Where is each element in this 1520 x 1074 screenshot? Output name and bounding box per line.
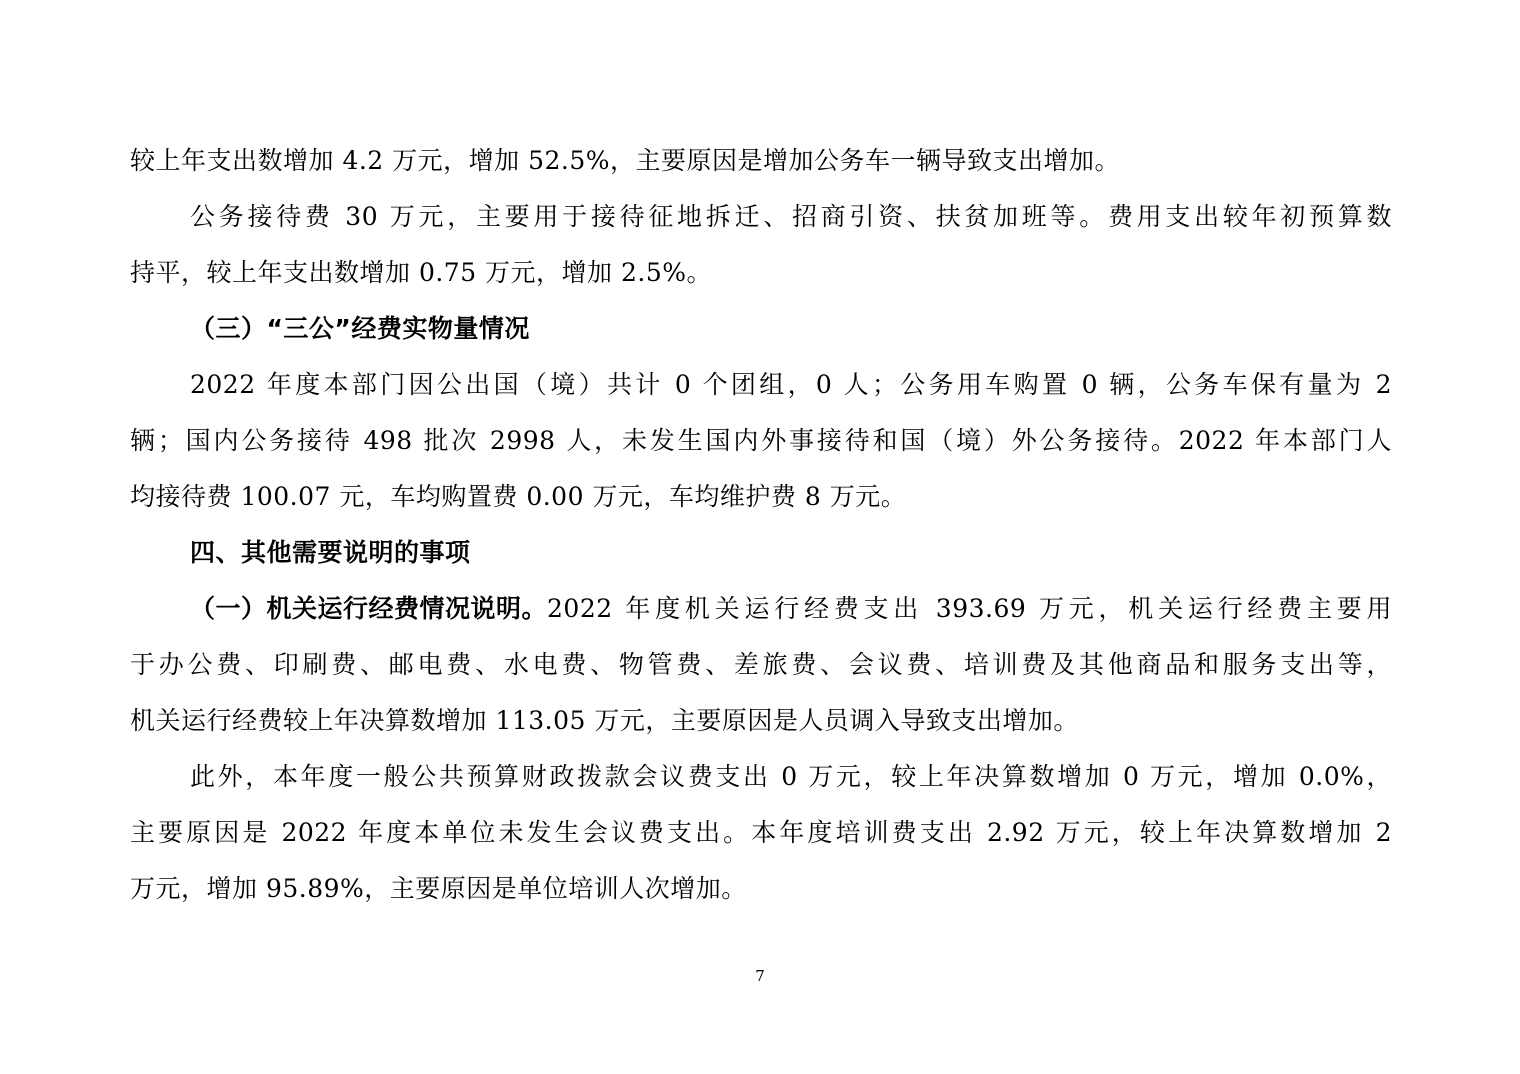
paragraph-line-6: 均接待费 100.07 元，车均购置费 0.00 万元，车均维护费 8 万元。 bbox=[130, 482, 907, 511]
page-number: 7 bbox=[755, 967, 765, 985]
paragraph-line-2: 公务接待费 30 万元，主要用于接待征地拆迁、招商引资、扶贫加班等。费用支出较年初预算数 bbox=[190, 202, 1392, 231]
operating-expenses-text: 2022 年度机关运行经费支出 393.69 万元，机关运行经费主要用 bbox=[547, 594, 1392, 623]
paragraph-line-9: 机关运行经费较上年决算数增加 113.05 万元，主要原因是人员调入导致支出增加。 bbox=[130, 706, 1079, 735]
paragraph-line-4: 2022 年度本部门因公出国（境）共计 0 个团组，0 人；公务用车购置 0 辆，公务车保有量为 2 bbox=[190, 370, 1392, 399]
paragraph-line-11: 主要原因是 2022 年度本单位未发生会议费支出。本年度培训费支出 2.92 万元，较上年决算数增加 2 bbox=[130, 818, 1392, 847]
paragraph-line-8: 于办公费、印刷费、邮电费、水电费、物管费、差旅费、会议费、培训费及其他商品和服务支出等， bbox=[130, 650, 1392, 679]
paragraph-line-10: 此外，本年度一般公共预算财政拨款会议费支出 0 万元，较上年决算数增加 0 万元，增加 0.0%， bbox=[190, 762, 1392, 791]
paragraph-line-1: 较上年支出数增加 4.2 万元，增加 52.5%，主要原因是增加公务车一辆导致支出增加。 bbox=[130, 146, 1121, 175]
paragraph-line-7 bbox=[190, 594, 1392, 624]
paragraph-line-5: 辆；国内公务接待 498 批次 2998 人，未发生国内外事接待和国（境）外公务接待。2022 年本部门人 bbox=[130, 426, 1392, 455]
section-heading-three-public: （三）“三公”经费实物量情况 bbox=[190, 314, 530, 343]
paragraph-line-12: 万元，增加 95.89%，主要原因是单位培训人次增加。 bbox=[130, 874, 747, 903]
section-heading-other-matters: 四、其他需要说明的事项 bbox=[190, 538, 471, 567]
subheading-operating-expenses: （一）机关运行经费情况说明。 bbox=[190, 594, 548, 623]
paragraph-line-3: 持平，较上年支出数增加 0.75 万元，增加 2.5%。 bbox=[130, 258, 713, 287]
